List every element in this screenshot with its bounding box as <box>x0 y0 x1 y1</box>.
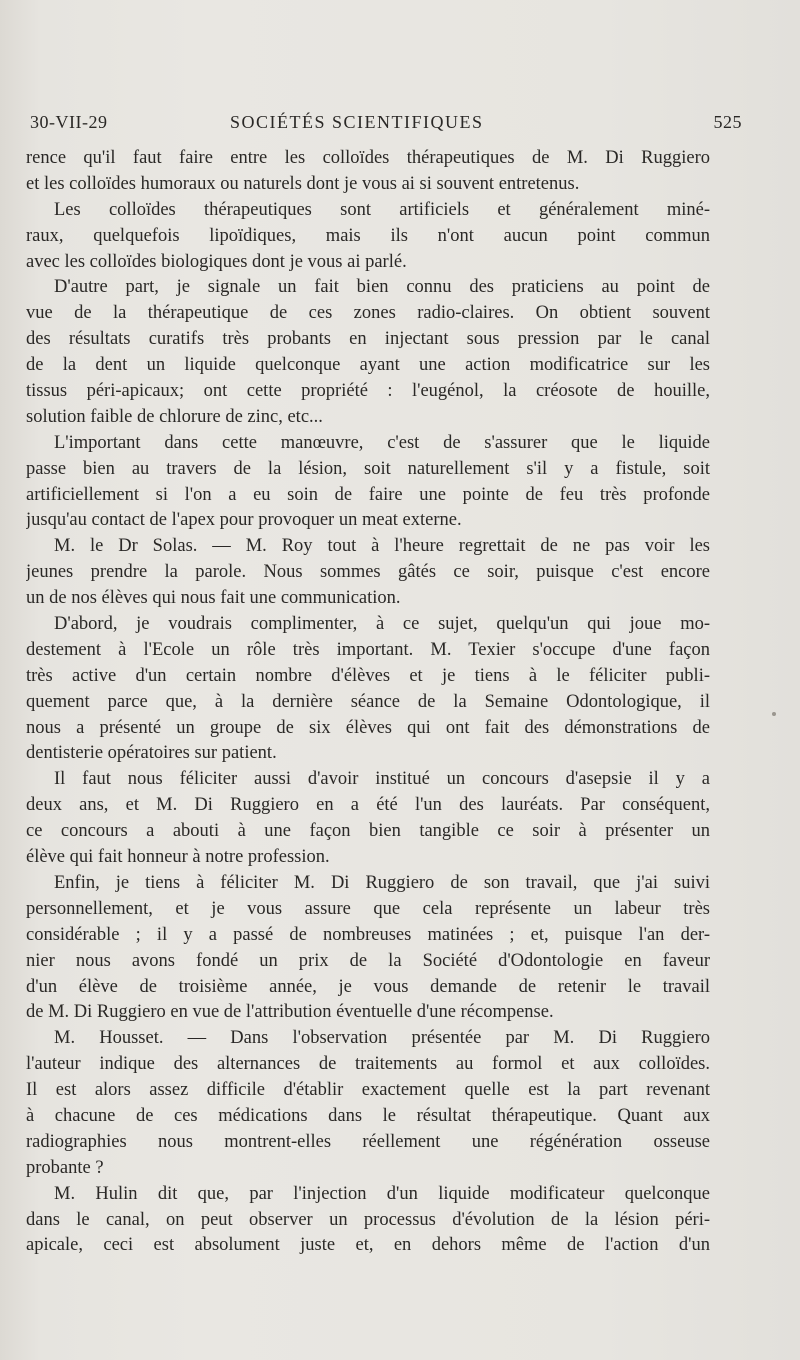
text-line: radiographies nous montrent-elles réellement une régénération osseuse <box>26 1131 710 1152</box>
text-line: ce concours a abouti à une façon bien tangible ce soir à présenter un <box>26 821 710 842</box>
text-line: et les colloïdes humoraux ou naturels dont je vous ai si souvent entretenus. <box>26 173 580 194</box>
page-number: 525 <box>713 112 742 132</box>
text-line: de la dent un liquide quelconque ayant une action modificatrice sur les <box>26 355 710 376</box>
text-line: M. Housset. — Dans l'observation présentée par M. Di Ruggiero <box>54 1028 710 1049</box>
text-line: de M. Di Ruggiero en vue de l'attribution éventuelle d'une récompense. <box>26 1002 554 1023</box>
text-line: élève qui fait honneur à notre profession. <box>26 847 330 868</box>
text-line: quement parce que, à la dernière séance de la Semaine Odontologique, il <box>26 691 710 712</box>
text-line: apicale, ceci est absolument juste et, en dehors même de l'action d'un <box>26 1235 710 1256</box>
text-line: avec les colloïdes biologiques dont je vous ai parlé. <box>26 251 407 272</box>
header-title: SOCIÉTÉS SCIENTIFIQUES <box>230 112 484 132</box>
text-line: raux, quelquefois lipoïdiques, mais ils n'ont aucun point commun <box>26 225 710 246</box>
text-line: nous a présenté un groupe de six élèves qui ont fait des démonstrations de <box>26 717 710 738</box>
text-line: jeunes prendre la parole. Nous sommes gâtés ce soir, puisque c'est encore <box>26 562 710 583</box>
scan-speck <box>772 712 776 716</box>
text-line: probante ? <box>26 1157 104 1178</box>
text-line: Il faut nous féliciter aussi d'avoir institué un concours d'asepsie il y a <box>54 769 710 790</box>
page-header <box>30 112 742 140</box>
text-line: M. Hulin dit que, par l'injection d'un liquide modificateur quelconque <box>54 1183 710 1204</box>
text-line: l'auteur indique des alternances de traitements au formol et aux colloïdes. <box>26 1054 710 1075</box>
text-line: d'un élève de troisième année, je vous demande de retenir le travail <box>26 976 710 997</box>
text-line: Les colloïdes thérapeutiques sont artificiels et généralement miné- <box>54 199 710 220</box>
text-line: Il est alors assez difficile d'établir exactement quelle est la part revenant <box>26 1080 710 1101</box>
body-text <box>26 146 710 1259</box>
text-line: personnellement, et je vous assure que cela représente un labeur très <box>26 898 710 919</box>
text-line: Enfin, je tiens à féliciter M. Di Ruggiero de son travail, que j'ai suivi <box>54 872 710 893</box>
text-line: vue de la thérapeutique de ces zones radio-claires. On obtient souvent <box>26 303 710 324</box>
text-line: passe bien au travers de la lésion, soit naturellement s'il y a fistule, soit <box>26 458 710 479</box>
text-line: artificiellement si l'on a eu soin de faire une pointe de feu très profonde <box>26 484 710 505</box>
text-line: L'important dans cette manœuvre, c'est de s'assurer que le liquide <box>54 432 710 453</box>
text-line: considérable ; il y a passé de nombreuses matinées ; et, puisque l'an der- <box>26 924 710 945</box>
text-line: M. le Dr Solas. — M. Roy tout à l'heure regrettait de ne pas voir les <box>54 536 710 557</box>
text-line: dans le canal, on peut observer un processus d'évolution de la lésion péri- <box>26 1209 710 1230</box>
text-line: D'autre part, je signale un fait bien connu des praticiens au point de <box>54 277 710 298</box>
text-line: jusqu'au contact de l'apex pour provoquer un meat externe. <box>26 510 462 531</box>
text-line: rence qu'il faut faire entre les colloïdes thérapeutiques de M. Di Ruggiero <box>26 148 710 168</box>
text-line: à chacune de ces médications dans le résultat thérapeutique. Quant aux <box>26 1105 710 1126</box>
text-line: deux ans, et M. Di Ruggiero en a été l'un des lauréats. Par conséquent, <box>26 795 710 816</box>
text-line: un de nos élèves qui nous fait une communication. <box>26 588 401 609</box>
text-line: D'abord, je voudrais complimenter, à ce sujet, quelqu'un qui joue mo- <box>54 614 710 635</box>
text-line: dentisterie opératoires sur patient. <box>26 743 277 764</box>
text-line: tissus péri-apicaux; ont cette propriété : l'eugénol, la créosote de houille, <box>26 381 710 402</box>
text-line: des résultats curatifs très probants en injectant sous pression par le canal <box>26 329 710 350</box>
header-date: 30-VII-29 <box>30 112 108 132</box>
text-line: très active d'un certain nombre d'élèves et je tiens à le féliciter publi- <box>26 665 710 686</box>
text-line: nier nous avons fondé un prix de la Société d'Odontologie en faveur <box>26 950 710 971</box>
text-line: destement à l'Ecole un rôle très important. M. Texier s'occupe d'une façon <box>26 639 710 660</box>
text-line: solution faible de chlorure de zinc, etc... <box>26 406 323 427</box>
